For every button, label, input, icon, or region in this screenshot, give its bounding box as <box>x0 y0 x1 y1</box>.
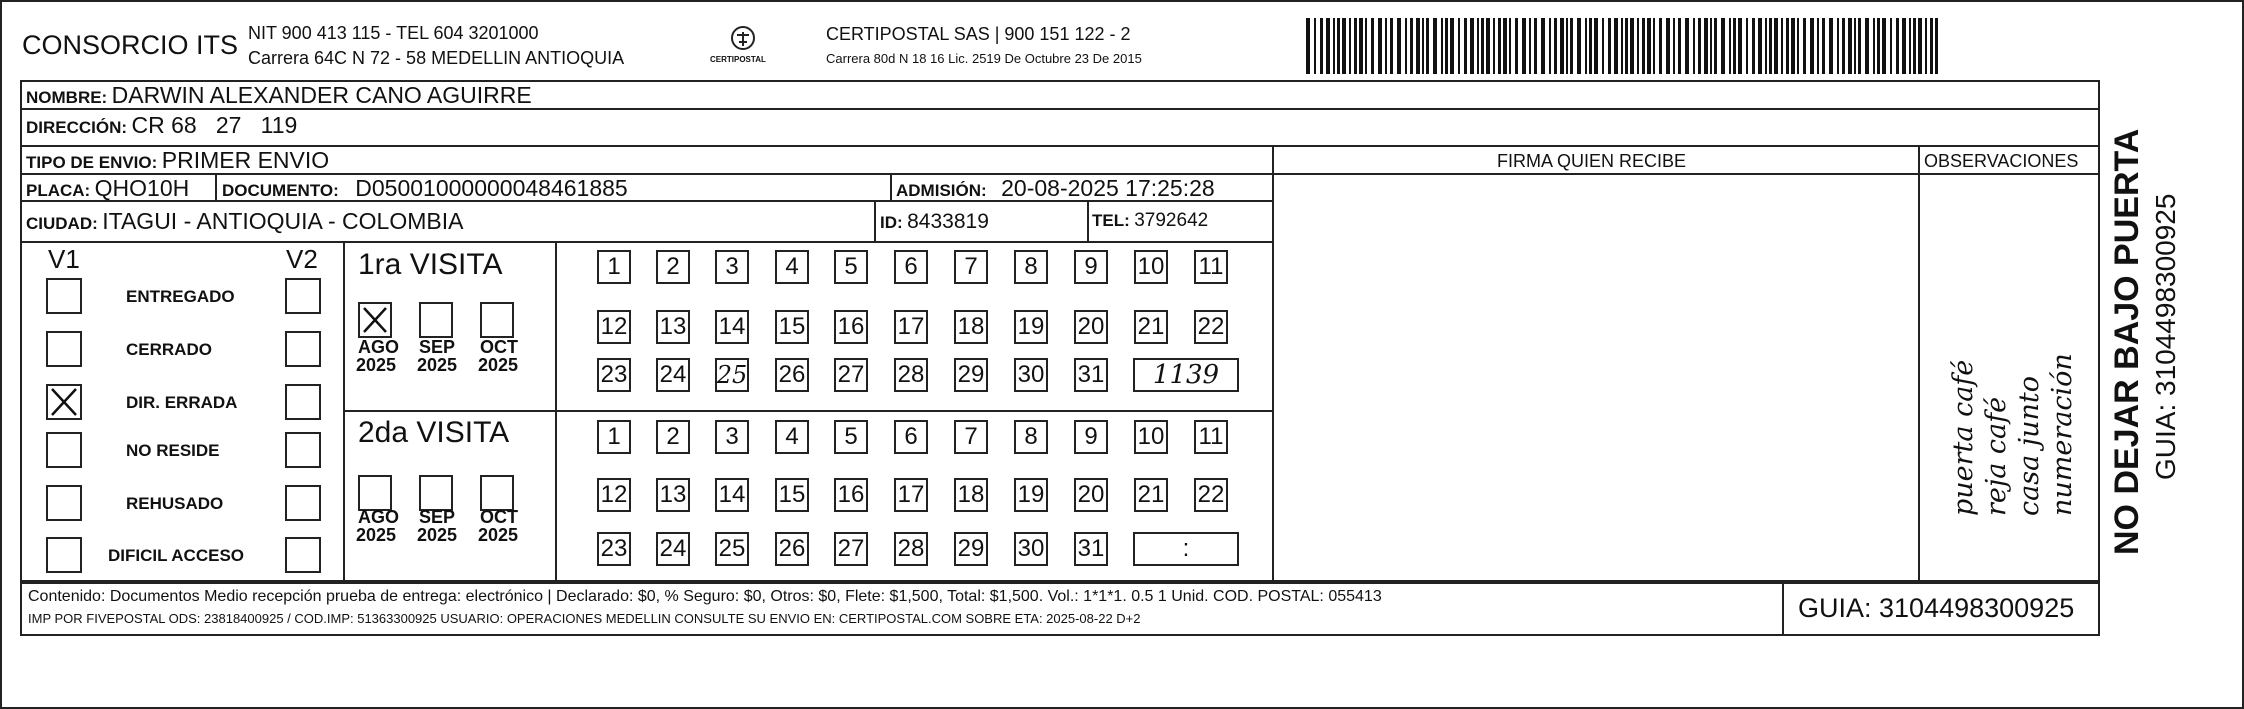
barcode-bar <box>1710 18 1712 74</box>
barcode-bar <box>1704 18 1708 74</box>
day-box[interactable]: 4 <box>775 250 809 284</box>
barcode-bar <box>1522 18 1526 74</box>
status-v1-checkbox[interactable] <box>46 432 82 468</box>
barcode-bar <box>1481 18 1484 74</box>
barcode-bar <box>1378 18 1382 74</box>
status-label: CERRADO <box>126 340 212 359</box>
barcode-bar <box>1608 18 1611 74</box>
barcode-bar <box>1621 18 1623 74</box>
admision-value: 20-08-2025 17:25:28 <box>1001 175 1215 201</box>
barcode-bar <box>1865 18 1869 74</box>
documento-label: DOCUMENTO: <box>222 181 339 200</box>
status-label: DIFICIL ACCESO <box>108 546 245 565</box>
day-box[interactable]: 6 <box>894 250 928 284</box>
barcode-bar <box>1470 18 1474 74</box>
status-v1-checkbox[interactable] <box>46 485 82 521</box>
day-box[interactable]: 8 <box>1014 420 1048 454</box>
barcode-bar <box>1647 18 1651 74</box>
direccion-row <box>26 114 297 137</box>
status-v2-checkbox[interactable] <box>285 485 321 521</box>
barcode-bar <box>1733 18 1736 74</box>
documento-value: D05001000000048461885 <box>355 175 628 201</box>
certipostal-line2: Carrera 80d N 18 16 Lic. 2519 De Octubre 23 De 2015 <box>826 51 1142 66</box>
barcode-bar <box>1765 18 1767 74</box>
month-name: AGO <box>358 507 400 527</box>
status-label: NO RESIDE <box>126 441 220 460</box>
day-box[interactable]: 11 <box>1194 420 1228 454</box>
day-box[interactable]: 21 <box>1134 310 1168 344</box>
barcode-bar <box>1858 18 1861 74</box>
status-label: ENTREGADO <box>126 287 235 306</box>
month-name: OCT <box>480 337 518 357</box>
barcode-bar <box>1509 18 1511 74</box>
placa-value: QHO10H <box>94 175 190 201</box>
barcode <box>1306 18 1938 74</box>
barcode-bar <box>1445 18 1448 74</box>
barcode-bar <box>1738 18 1742 74</box>
month-year: 2025 <box>417 355 458 375</box>
barcode-bar <box>1433 18 1437 74</box>
nombre-row <box>26 84 532 107</box>
observation-line-1: puerta café <box>1948 359 1979 516</box>
day-box[interactable]: 24 <box>656 532 690 566</box>
barcode-bar <box>1873 18 1875 74</box>
observaciones-label: OBSERVACIONES <box>1924 151 2079 171</box>
month-checkbox[interactable] <box>480 302 514 338</box>
tel-value: 3792642 <box>1134 210 1209 231</box>
month-year: 2025 <box>478 525 519 545</box>
barcode-bar <box>1729 18 1731 74</box>
status-label: DIR. ERRADA <box>126 393 238 412</box>
barcode-bar <box>1693 18 1695 74</box>
barcode-bar <box>1714 18 1717 74</box>
admision-row <box>896 177 1215 200</box>
day-box[interactable]: 25 <box>715 532 749 566</box>
barcode-bar <box>1534 18 1537 74</box>
day-box[interactable]: 3 <box>715 420 749 454</box>
footer-guia: GUIA: 3104498300925 <box>1798 593 2075 623</box>
day-box[interactable]: 6 <box>894 420 928 454</box>
barcode-bar <box>1503 18 1507 74</box>
barcode-bar <box>1774 18 1778 74</box>
logo-text: CERTIPOSTAL <box>710 55 766 64</box>
certipostal-logo <box>708 22 778 72</box>
barcode-bar <box>1354 18 1357 74</box>
ciudad-row <box>26 210 463 233</box>
v2-header: V2 <box>286 244 318 274</box>
barcode-bar <box>1930 18 1933 74</box>
barcode-bar <box>1450 18 1454 74</box>
tel-label: TEL: <box>1092 211 1130 230</box>
month-name: SEP <box>419 337 456 357</box>
month-checkbox[interactable] <box>358 475 392 511</box>
month-checkbox[interactable] <box>419 475 453 511</box>
barcode-bar <box>1854 18 1856 74</box>
status-v1-checkbox[interactable] <box>46 537 82 573</box>
barcode-bar <box>1918 18 1922 74</box>
barcode-bar <box>1385 18 1387 74</box>
day-box[interactable]: 15 <box>775 310 809 344</box>
month-year: 2025 <box>478 355 519 375</box>
day-box[interactable]: 24 <box>656 358 690 392</box>
barcode-bar <box>1529 18 1531 74</box>
ciudad-value: ITAGUI - ANTIOQUIA - COLOMBIA <box>102 208 464 234</box>
certipostal-line1: CERTIPOSTAL SAS | 900 151 122 - 2 <box>826 24 1131 44</box>
day-box[interactable]: 5 <box>834 250 868 284</box>
barcode-bar <box>1477 18 1479 74</box>
barcode-bar <box>1913 18 1916 74</box>
barcode-bar <box>1614 18 1618 74</box>
barcode-bar <box>1306 18 1310 74</box>
barcode-bar <box>1349 18 1351 74</box>
day-box[interactable]: 25 <box>715 358 749 392</box>
day-box[interactable]: 7 <box>954 250 988 284</box>
barcode-bar <box>1464 18 1467 74</box>
barcode-bar <box>1405 18 1407 74</box>
day-box[interactable]: 20 <box>1074 478 1108 512</box>
day-box[interactable]: 16 <box>834 310 868 344</box>
second-visit-time: : <box>1133 532 1239 566</box>
day-box[interactable]: 28 <box>894 358 928 392</box>
day-box[interactable]: 13 <box>656 310 690 344</box>
second-visit-title: 2da VISITA <box>358 416 510 449</box>
placa-row <box>26 177 189 200</box>
observation-handwriting <box>1920 176 2096 580</box>
day-box[interactable]: 31 <box>1074 358 1108 392</box>
month-checkbox[interactable] <box>419 302 453 338</box>
day-box[interactable]: 10 <box>1134 250 1168 284</box>
day-box[interactable]: 18 <box>954 478 988 512</box>
day-box[interactable]: 9 <box>1074 420 1108 454</box>
month-name: OCT <box>480 507 518 527</box>
barcode-bar <box>1314 18 1316 74</box>
side-warning: NO DEJAR BAJO PUERTA <box>2108 128 2146 555</box>
barcode-bar <box>1426 18 1429 74</box>
barcode-bar <box>1371 18 1374 74</box>
status-v1-checkbox[interactable] <box>46 331 82 367</box>
v1-header: V1 <box>48 244 80 274</box>
barcode-bar <box>1902 18 1906 74</box>
day-box[interactable]: 26 <box>775 532 809 566</box>
tipo-row <box>26 149 329 172</box>
day-box[interactable]: 22 <box>1194 478 1228 512</box>
firma-label: FIRMA QUIEN RECIBE <box>1497 151 1687 171</box>
barcode-bar <box>1577 18 1581 74</box>
month-checkbox[interactable] <box>358 302 392 338</box>
tipo-label: TIPO DE ENVIO: <box>26 153 158 172</box>
status-v2-checkbox[interactable] <box>285 537 321 573</box>
barcode-bar <box>1837 18 1839 74</box>
first-visit-time: 1139 <box>1133 358 1239 392</box>
footer-line1: Contenido: Documentos Medio recepción prueba de entrega: electrónico | Declarado: $0, % Seguro: $0, Otros: $0, Flete: $1,500, Total: $1,500. Vol.: 1*1*1. 0.5 1 Unid. COD. POSTAL: 055413 <box>28 588 1382 605</box>
day-box[interactable]: 22 <box>1194 310 1228 344</box>
barcode-bar <box>1337 18 1340 74</box>
side-guia: GUIA: 3104498300925 <box>2150 193 2181 480</box>
barcode-bar <box>1549 18 1551 74</box>
barcode-bar <box>1410 18 1413 74</box>
barcode-bar <box>1791 18 1795 74</box>
barcode-bar <box>1637 18 1639 74</box>
barcode-bar <box>1817 18 1819 74</box>
barcode-bar <box>1333 18 1335 74</box>
day-box[interactable]: 28 <box>894 532 928 566</box>
day-box[interactable]: 29 <box>954 358 988 392</box>
barcode-bar <box>1422 18 1424 74</box>
observation-line-4: numeración <box>2047 353 2078 516</box>
barcode-bar <box>1877 18 1880 74</box>
day-box[interactable]: 26 <box>775 358 809 392</box>
day-box[interactable]: 27 <box>834 358 868 392</box>
barcode-bar <box>1685 18 1689 74</box>
barcode-bar <box>1458 18 1460 74</box>
status-v1-checkbox[interactable] <box>46 384 82 420</box>
barcode-bar <box>1666 18 1670 74</box>
day-box[interactable]: 2 <box>656 420 690 454</box>
direccion-label: DIRECCIÓN: <box>26 118 128 137</box>
month-year: 2025 <box>417 525 458 545</box>
barcode-bar <box>1566 18 1568 74</box>
barcode-bar <box>1594 18 1598 74</box>
barcode-bar <box>1890 18 1892 74</box>
barcode-bar <box>1848 18 1852 74</box>
admision-label: ADMISIÓN: <box>896 181 987 200</box>
day-box[interactable]: 12 <box>597 310 631 344</box>
barcode-bar <box>1829 18 1833 74</box>
nombre-label: NOMBRE: <box>26 88 108 107</box>
barcode-bar <box>1493 18 1495 74</box>
observation-line-3: casa junto <box>2014 375 2045 516</box>
barcode-bar <box>1342 18 1346 74</box>
direccion-value: CR 68 27 119 <box>131 112 298 138</box>
barcode-bar <box>1758 18 1762 74</box>
status-v2-checkbox[interactable] <box>285 432 321 468</box>
barcode-bar <box>1882 18 1886 74</box>
placa-label: PLACA: <box>26 181 91 200</box>
month-name: SEP <box>419 507 456 527</box>
id-label: ID: <box>880 213 903 232</box>
barcode-bar <box>1803 18 1806 74</box>
day-box[interactable]: 1 <box>597 250 631 284</box>
day-box[interactable]: 15 <box>775 478 809 512</box>
barcode-bar <box>1541 18 1545 74</box>
day-box[interactable]: 9 <box>1074 250 1108 284</box>
ciudad-label: CIUDAD: <box>26 214 98 233</box>
day-box[interactable]: 18 <box>954 310 988 344</box>
status-label: REHUSADO <box>126 494 224 513</box>
first-visit-title: 1ra VISITA <box>358 248 503 281</box>
day-box[interactable]: 23 <box>597 358 631 392</box>
tipo-value: PRIMER ENVIO <box>161 147 330 173</box>
day-box[interactable]: 19 <box>1014 478 1048 512</box>
day-box[interactable]: 20 <box>1074 310 1108 344</box>
barcode-bar <box>1589 18 1592 74</box>
status-v2-checkbox[interactable] <box>285 331 321 367</box>
nit-line2: Carrera 64C N 72 - 58 MEDELLIN ANTIOQUIA <box>248 48 625 68</box>
barcode-bar <box>1625 18 1628 74</box>
nombre-value: DARWIN ALEXANDER CANO AGUIRRE <box>111 82 532 108</box>
day-box[interactable]: 17 <box>894 478 928 512</box>
barcode-bar <box>1678 18 1681 74</box>
barcode-bar <box>1653 18 1655 74</box>
main-table <box>20 80 2100 584</box>
barcode-bar <box>1602 18 1604 74</box>
month-year: 2025 <box>356 525 397 545</box>
day-box[interactable]: 16 <box>834 478 868 512</box>
day-box[interactable]: 5 <box>834 420 868 454</box>
tel-row <box>1092 211 1208 230</box>
status-v1-checkbox[interactable] <box>46 278 82 314</box>
barcode-bar <box>1896 18 1899 74</box>
barcode-bar <box>1746 18 1748 74</box>
barcode-bar <box>1570 18 1573 74</box>
day-box[interactable]: 27 <box>834 532 868 566</box>
barcode-bar <box>1673 18 1675 74</box>
footer-line2: IMP POR FIVEPOSTAL ODS: 23818400925 / COD.IMP: 51363300925 USUARIO: OPERACIONES MEDELLIN CONSULTE SU ENVIO EN: CERTIPOSTAL.COM SOBRE ETA: 2025-08-22 D+2 <box>28 611 1141 626</box>
barcode-bar <box>1698 18 1701 74</box>
barcode-bar <box>1560 18 1564 74</box>
observation-line-2: reja café <box>1981 396 2012 516</box>
day-box[interactable]: 17 <box>894 310 928 344</box>
barcode-bar <box>1781 18 1783 74</box>
barcode-bar <box>1390 18 1393 74</box>
month-checkbox[interactable] <box>480 475 514 511</box>
barcode-bar <box>1486 18 1490 74</box>
day-box[interactable]: 4 <box>775 420 809 454</box>
company-name: CONSORCIO ITS <box>22 30 239 60</box>
day-box[interactable]: 14 <box>715 478 749 512</box>
status-v2-checkbox[interactable] <box>285 384 321 420</box>
day-box[interactable]: 2 <box>656 250 690 284</box>
day-box[interactable]: 21 <box>1134 478 1168 512</box>
day-box[interactable]: 12 <box>597 478 631 512</box>
day-box[interactable]: 10 <box>1134 420 1168 454</box>
barcode-bar <box>1769 18 1772 74</box>
barcode-bar <box>1786 18 1789 74</box>
barcode-bar <box>1842 18 1845 74</box>
month-name: AGO <box>358 337 400 357</box>
day-box[interactable]: 8 <box>1014 250 1048 284</box>
barcode-bar <box>1554 18 1557 74</box>
barcode-bar <box>1822 18 1825 74</box>
day-box[interactable]: 11 <box>1194 250 1228 284</box>
barcode-bar <box>1797 18 1799 74</box>
barcode-bar <box>1326 18 1330 74</box>
month-year: 2025 <box>356 355 397 375</box>
barcode-bar <box>1721 18 1725 74</box>
barcode-bar <box>1659 18 1662 74</box>
day-box[interactable]: 30 <box>1014 532 1048 566</box>
barcode-bar <box>1909 18 1911 74</box>
day-box[interactable]: 7 <box>954 420 988 454</box>
barcode-bar <box>1935 18 1938 74</box>
barcode-bar <box>1810 18 1814 74</box>
day-box[interactable]: 13 <box>656 478 690 512</box>
barcode-bar <box>1585 18 1587 74</box>
day-box[interactable]: 14 <box>715 310 749 344</box>
barcode-bar <box>1642 18 1645 74</box>
day-box[interactable]: 30 <box>1014 358 1048 392</box>
day-box[interactable]: 3 <box>715 250 749 284</box>
day-box[interactable]: 29 <box>954 532 988 566</box>
day-box[interactable]: 31 <box>1074 532 1108 566</box>
day-box[interactable]: 23 <box>597 532 631 566</box>
id-row <box>880 211 989 232</box>
documento-row <box>222 177 628 200</box>
barcode-bar <box>1359 18 1363 74</box>
nit-line1: NIT 900 413 115 - TEL 604 3201000 <box>248 23 539 43</box>
barcode-bar <box>1515 18 1518 74</box>
status-v2-checkbox[interactable] <box>285 278 321 314</box>
day-box[interactable]: 19 <box>1014 310 1048 344</box>
barcode-bar <box>1925 18 1927 74</box>
barcode-bar <box>1752 18 1755 74</box>
barcode-bar <box>1320 18 1323 74</box>
id-value: 8433819 <box>907 210 989 233</box>
barcode-bar <box>1630 18 1634 74</box>
barcode-bar <box>1416 18 1420 74</box>
barcode-bar <box>1365 18 1367 74</box>
day-box[interactable]: 1 <box>597 420 631 454</box>
barcode-bar <box>1441 18 1443 74</box>
barcode-bar <box>1498 18 1501 74</box>
barcode-bar <box>1397 18 1401 74</box>
